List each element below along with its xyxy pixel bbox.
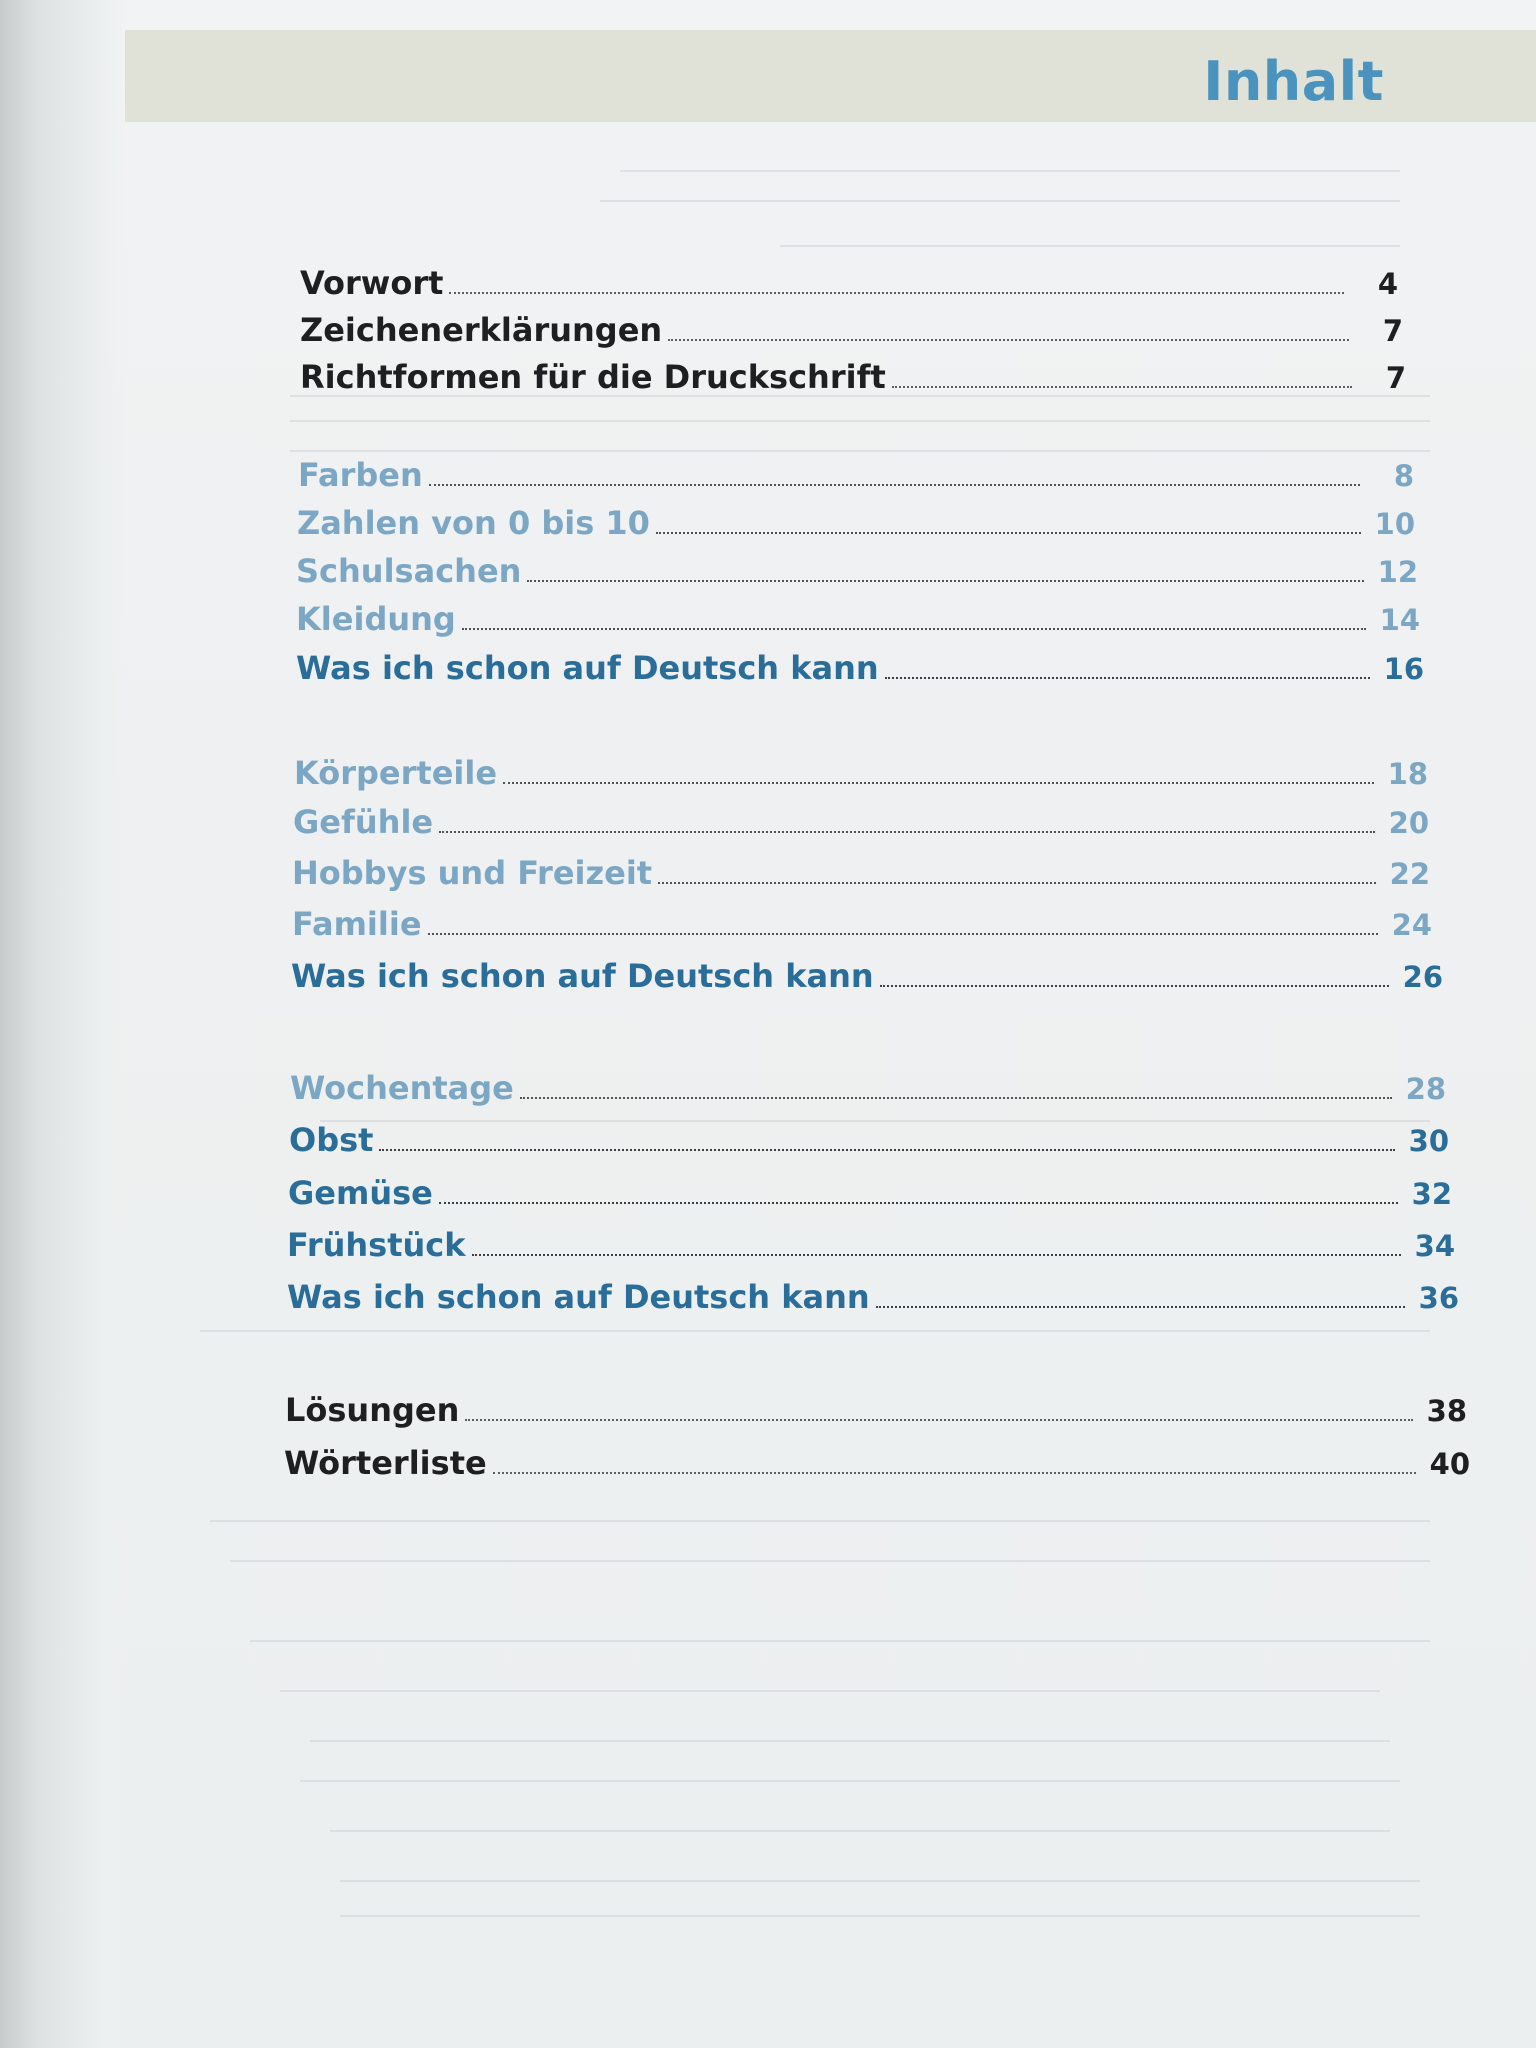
toc-entry-review-3 xyxy=(287,1272,1459,1316)
dot-leader xyxy=(520,1097,1392,1099)
toc-entry-title: Körperteile xyxy=(294,754,498,792)
dot-leader xyxy=(668,339,1349,341)
toc-entry-familie xyxy=(292,899,1432,943)
toc-entry-farben xyxy=(298,450,1414,494)
toc-entry-title: Hobbys und Freizeit xyxy=(292,854,653,892)
dot-leader xyxy=(658,882,1376,884)
toc-entry-page: 12 xyxy=(1377,555,1418,589)
dot-leader xyxy=(527,580,1364,582)
toc-entry-page: 18 xyxy=(1387,757,1428,791)
toc-entry-page: 20 xyxy=(1388,806,1429,840)
toc-entry-page: 16 xyxy=(1383,652,1424,686)
dot-leader xyxy=(379,1149,1395,1151)
toc-entry-title: Gemüse xyxy=(288,1174,433,1212)
toc-entry-zahlen xyxy=(297,498,1415,542)
toc-entry-title: Wörterliste xyxy=(284,1444,487,1482)
dot-leader xyxy=(462,628,1366,630)
dot-leader xyxy=(656,532,1361,534)
toc-entry-fruehstueck xyxy=(287,1220,1455,1264)
toc-entry-page: 38 xyxy=(1426,1394,1467,1428)
toc-entry-page: 4 xyxy=(1377,267,1398,301)
dot-leader xyxy=(439,831,1375,833)
toc-entry-page: 14 xyxy=(1379,603,1420,637)
toc-entry-title: Gefühle xyxy=(293,803,434,841)
page-title: Inhalt xyxy=(1203,50,1384,113)
toc-entry-title: Frühstück xyxy=(287,1226,466,1264)
toc-entry-page: 26 xyxy=(1402,960,1443,994)
toc-entry-page: 30 xyxy=(1408,1124,1449,1158)
toc-entry-page: 10 xyxy=(1374,507,1415,541)
dot-leader xyxy=(503,782,1374,784)
toc-entry-title: Was ich schon auf Deutsch kann xyxy=(287,1278,870,1316)
toc-entry-page: 22 xyxy=(1389,857,1430,891)
toc-entry-title: Zahlen von 0 bis 10 xyxy=(297,504,650,542)
toc-entry-page: 28 xyxy=(1405,1072,1446,1106)
dot-leader xyxy=(880,985,1389,987)
toc-entry-title: Wochentage xyxy=(290,1069,514,1107)
dot-leader xyxy=(876,1306,1405,1308)
dot-leader xyxy=(885,677,1370,679)
toc-entry-richtformen xyxy=(300,352,1406,396)
toc-entry-title: Vorwort xyxy=(300,264,444,302)
toc-entry-title: Lösungen xyxy=(285,1391,460,1429)
toc-entry-wochentage xyxy=(290,1063,1446,1107)
toc-entry-page: 7 xyxy=(1382,314,1403,348)
toc-entry-title: Zeichenerklärungen xyxy=(300,311,663,349)
toc-entry-gemuese xyxy=(288,1168,1452,1212)
toc-entry-page: 24 xyxy=(1391,908,1432,942)
dot-leader xyxy=(472,1254,1401,1256)
toc-entry-page: 40 xyxy=(1429,1447,1470,1481)
toc-entry-page: 34 xyxy=(1414,1229,1455,1263)
toc-entry-title: Familie xyxy=(292,905,422,943)
dot-leader xyxy=(428,933,1378,935)
toc-entry-woerterliste xyxy=(284,1438,1470,1482)
dot-leader xyxy=(449,292,1344,294)
toc-entry-hobbys xyxy=(292,848,1430,892)
toc-entry-title: Richtformen für die Druckschrift xyxy=(300,358,886,396)
toc-entry-zeichenerklaerungen xyxy=(300,305,1403,349)
toc-entry-review-1 xyxy=(296,643,1424,687)
toc-entry-koerperteile xyxy=(294,748,1428,792)
toc-entry-title: Obst xyxy=(289,1121,374,1159)
dot-leader xyxy=(493,1472,1416,1474)
toc-entry-kleidung xyxy=(296,594,1420,638)
toc-entry-title: Was ich schon auf Deutsch kann xyxy=(296,649,879,687)
toc-entry-page: 8 xyxy=(1393,459,1414,493)
dot-leader xyxy=(429,484,1360,486)
toc-entry-page: 36 xyxy=(1418,1281,1459,1315)
toc-entry-obst xyxy=(289,1115,1449,1159)
toc-entry-review-2 xyxy=(291,951,1443,995)
dot-leader xyxy=(465,1419,1413,1421)
dot-leader xyxy=(892,386,1352,388)
toc-entry-gefuehle xyxy=(293,797,1429,841)
toc-entry-vorwort xyxy=(300,258,1398,302)
toc-entry-title: Was ich schon auf Deutsch kann xyxy=(291,957,874,995)
toc-entry-page: 32 xyxy=(1411,1177,1452,1211)
dot-leader xyxy=(439,1202,1398,1204)
toc-entry-title: Schulsachen xyxy=(296,552,522,590)
toc-entry-schulsachen xyxy=(296,546,1418,590)
toc-entry-loesungen xyxy=(285,1385,1467,1429)
toc-entry-page: 7 xyxy=(1385,361,1406,395)
toc-entry-title: Kleidung xyxy=(296,600,456,638)
toc-entry-title: Farben xyxy=(298,456,423,494)
